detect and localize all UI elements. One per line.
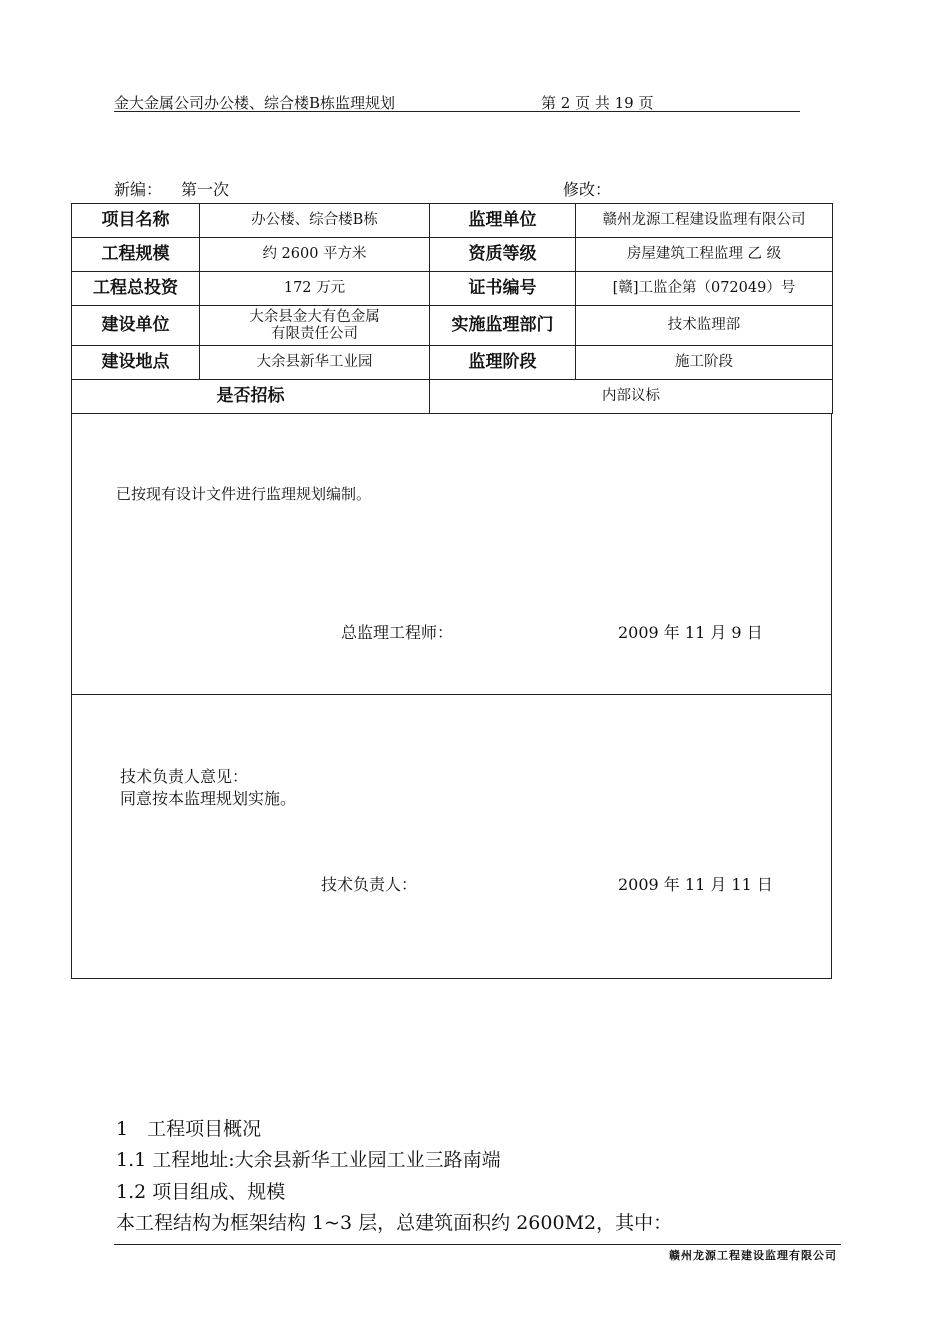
table-row bbox=[72, 272, 833, 306]
footer-divider bbox=[114, 1244, 841, 1245]
value-investment: 172 万元 bbox=[200, 272, 430, 306]
label-stage: 监理阶段 bbox=[430, 346, 576, 380]
value-scale: 约 2600 平方米 bbox=[200, 238, 430, 272]
doc-header-title: 金大金属公司办公楼、综合楼B栋监理规划 bbox=[114, 94, 396, 112]
label-location: 建设地点 bbox=[72, 346, 200, 380]
project-address: 1.1 工程地址:大余县新华工业园工业三路南端 bbox=[116, 1149, 501, 1171]
label-tender: 是否招标 bbox=[72, 380, 430, 414]
value-qualification: 房屋建筑工程监理 乙 级 bbox=[576, 238, 833, 272]
value-location: 大余县新华工业园 bbox=[200, 346, 430, 380]
value-stage: 施工阶段 bbox=[576, 346, 833, 380]
label-department: 实施监理部门 bbox=[430, 306, 576, 346]
project-structure-text: 本工程结构为框架结构 1~3 层，总建筑面积约 2600M2，其中： bbox=[116, 1212, 673, 1234]
value-tender: 内部议标 bbox=[430, 380, 833, 414]
section-heading: 1 工程项目概况 bbox=[116, 1118, 262, 1140]
opinion-text: 同意按本监理规划实施。 bbox=[120, 789, 297, 808]
edition-value: 第一次 bbox=[181, 180, 230, 199]
label-supervisor: 监理单位 bbox=[430, 204, 576, 238]
revision-label: 修改： bbox=[563, 180, 612, 199]
chief-engineer-date: 2009 年 11 月 9 日 bbox=[618, 623, 763, 642]
value-certificate: [赣]工监企第（072049）号 bbox=[576, 272, 833, 306]
opinion-label: 技术负责人意见： bbox=[120, 767, 249, 786]
label-investment: 工程总投资 bbox=[72, 272, 200, 306]
table-row bbox=[72, 380, 833, 414]
label-client: 建设单位 bbox=[72, 306, 200, 346]
planning-statement: 已按现有设计文件进行监理规划编制。 bbox=[116, 485, 372, 503]
label-project-name: 项目名称 bbox=[72, 204, 200, 238]
project-info-table bbox=[71, 203, 833, 414]
chief-engineer-box bbox=[71, 413, 832, 695]
table-row bbox=[72, 204, 833, 238]
table-row bbox=[72, 306, 833, 346]
value-client: 大余县金大有色金属 有限责任公司 bbox=[200, 306, 430, 346]
label-certificate: 证书编号 bbox=[430, 272, 576, 306]
header-divider bbox=[114, 111, 800, 112]
table-row bbox=[72, 238, 833, 272]
footer-company: 赣州龙源工程建设监理有限公司 bbox=[669, 1249, 837, 1262]
value-project-name: 办公楼、综合楼B栋 bbox=[200, 204, 430, 238]
label-scale: 工程规模 bbox=[72, 238, 200, 272]
project-composition-heading: 1.2 项目组成、规模 bbox=[116, 1181, 286, 1203]
table-row bbox=[72, 346, 833, 380]
page-number: 第 2 页 共 19 页 bbox=[541, 94, 654, 112]
new-edit-label: 新编： bbox=[114, 180, 163, 199]
technical-lead-signature-label: 技术负责人： bbox=[321, 875, 418, 894]
technical-lead-box bbox=[71, 694, 832, 979]
value-department: 技术监理部 bbox=[576, 306, 833, 346]
label-qualification: 资质等级 bbox=[430, 238, 576, 272]
value-supervisor: 赣州龙源工程建设监理有限公司 bbox=[576, 204, 833, 238]
technical-lead-date: 2009 年 11 月 11 日 bbox=[618, 875, 773, 894]
chief-engineer-signature-label: 总监理工程师： bbox=[341, 623, 454, 642]
